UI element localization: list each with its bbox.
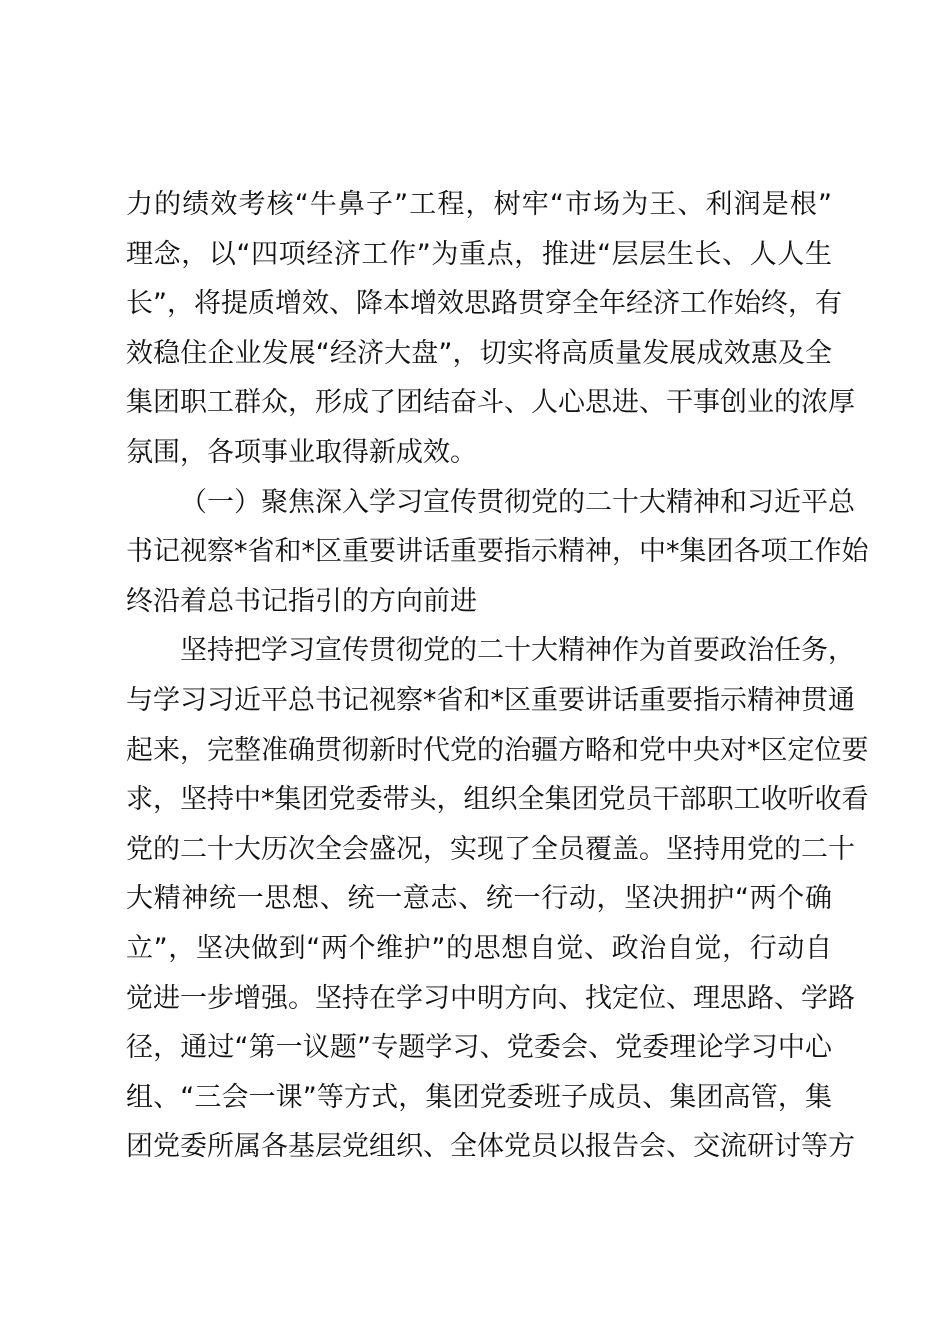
document-body: [126, 180, 869, 1172]
text-line: 立”，坚决做到“两个维护”的思想自觉、政治自觉，行动自: [126, 932, 832, 964]
text-line: 集团职工群众，形成了团结奋斗、人心思进、干事创业的浓厚: [126, 387, 855, 419]
section-heading: [126, 478, 869, 627]
text-line: 团党委所属各基层党组织、全体党员以报告会、交流研讨等方: [126, 1131, 855, 1163]
paragraph-continuation: [126, 180, 855, 478]
text-line: 氛围，各项事业取得新成效。: [126, 436, 477, 468]
text-line: 党的二十大历次全会盛况，实现了全员覆盖。坚持用党的二十: [126, 833, 855, 865]
text-line: 大精神统一思想、统一意志、统一行动，坚决拥护“两个确: [126, 883, 832, 915]
heading-line: 书记视察*省和*区重要讲话重要指示精神，中*集团各项工作始: [126, 536, 869, 568]
text-line: 径，通过“第一议题”专题学习、党委会、党委理论学习中心: [126, 1032, 832, 1064]
text-line: 与学习习近平总书记视察*省和*区重要讲话重要指示精神贯通: [126, 684, 855, 716]
text-line: 觉进一步增强。坚持在学习中明方向、找定位、理思路、学路: [126, 982, 855, 1014]
text-line: 起来，完整准确贯彻新时代党的治疆方略和党中央对*区定位要: [126, 734, 869, 766]
text-line: 理念，以“四项经济工作”为重点，推进“层层生长、人人生: [126, 238, 832, 270]
body-paragraph: [126, 626, 869, 1172]
text-line: 效稳住企业发展“经济大盘”，切实将高质量发展成效惠及全: [126, 337, 832, 369]
heading-line: （一）聚焦深入学习宣传贯彻党的二十大精神和习近平总: [180, 486, 855, 518]
text-line: 组、“三会一课”等方式，集团党委班子成员、集团高管，集: [126, 1081, 832, 1113]
text-line: 力的绩效考核“牛鼻子”工程，树牢“市场为王、利润是根”: [126, 189, 832, 220]
text-line: 求，坚持中*集团党委带头，组织全集团党员干部职工收听收看: [126, 784, 869, 816]
text-line: 坚持把学习宣传贯彻党的二十大精神作为首要政治任务，: [180, 635, 855, 667]
heading-line: 终沿着总书记指引的方向前进: [126, 585, 477, 617]
text-line: 长”，将提质增效、降本增效思路贯穿全年经济工作始终，有: [126, 288, 842, 320]
